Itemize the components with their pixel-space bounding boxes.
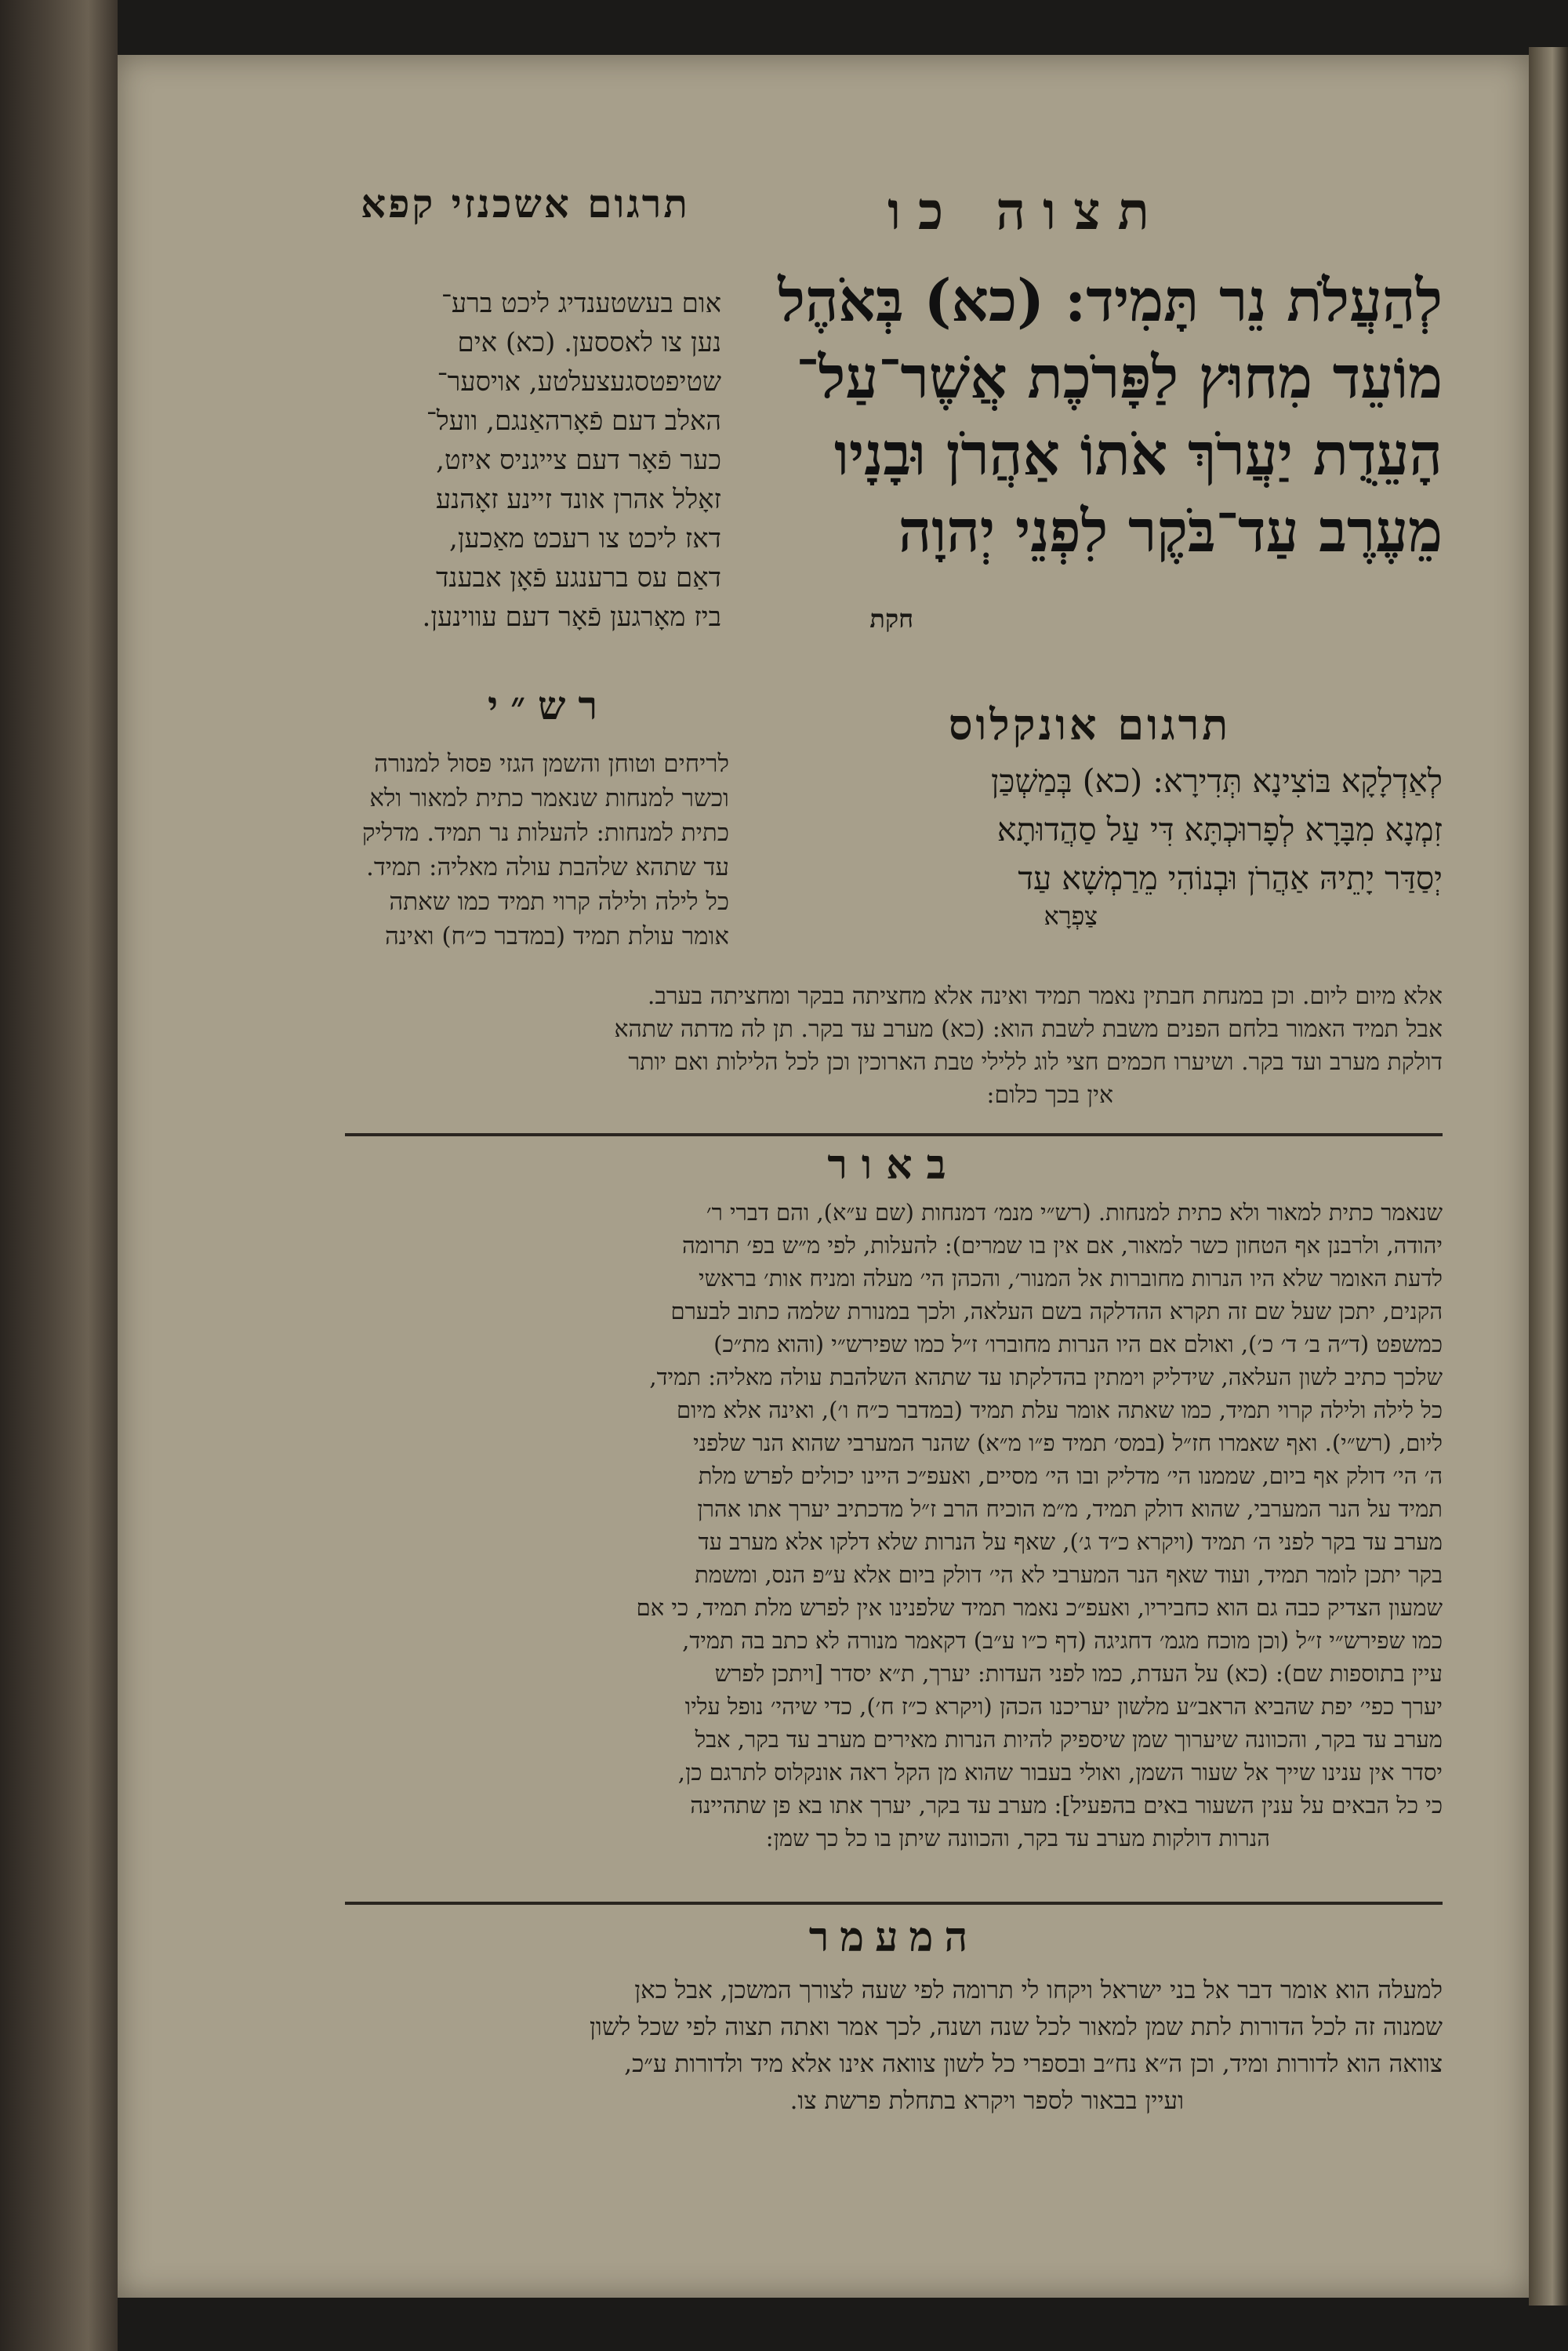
book-spine-edge	[0, 0, 118, 2351]
biur-line: שמעון הצדיק כבה גם הוא כחביריו, ואעפ״כ נאמר תמיד שלפנינו אין לפרש מלת תמיד, כי אם	[636, 1594, 1443, 1621]
book-page	[118, 55, 1529, 2298]
rashi-line: עד שתהא שלהבת עולה מאליה: תמיד.	[365, 853, 729, 881]
rashi-line: כל לילה ולילה קרוי תמיד כמו שאתה	[389, 888, 729, 916]
measef-line: למעלה הוא אומר דבר אל בני ישראל ויקחו לי תרומה לפי שעה לצורך המשכן, אבל כאן	[634, 1976, 1443, 2004]
rashi-line: כתית למנחות: להעלות נר תמיד. מדליק	[361, 819, 729, 847]
verse-marker: חקת	[869, 604, 913, 634]
next-page-edge	[1529, 47, 1568, 2306]
biur-line: עיין בתוספות שם): (כא) על העדת, כמו לפני העדות: יערך, ת״א יסדר [ויתכן לפרש	[714, 1660, 1443, 1687]
biur-line: תמיד על הנר המערבי, שהוא דולק תמיד, מ״מ הוכיח הרב ז״ל מדכתיב יערך אתו אהרן	[697, 1495, 1443, 1522]
rashi-column	[345, 747, 729, 954]
measef-header: המעמר	[808, 1913, 979, 1961]
biur-line: ליום, (רש״י). ואף שאמרו חז״ל (במס׳ תמיד פ״ו מ״א) שהנר המערבי שהוא הנר שלפני	[693, 1430, 1443, 1456]
rashi-continuation	[345, 980, 1443, 1112]
ashkenaz-column	[345, 284, 721, 637]
biur-header: באור	[827, 1141, 960, 1189]
onkelos-line: יְסַדַּר יָתֵיהּ אַהֲרֹן וּבְנוֹהִי מֵרַמְשָׁא עַד	[1018, 859, 1443, 897]
biur-line: כמשפט (ד״ה ב׳ ד׳ כ׳), ואולם אם היו הנרות מחוברו׳ ז״ל כמו שפירש״י (והוא מת״כ)	[713, 1331, 1443, 1357]
ashkenaz-line: האלב דעם פֿאָרהאַנגם, וועל־	[426, 405, 721, 437]
biur-line: הנרות דולקות מערב עד בקר, והכוונה שיתן בו כל כך שמן:	[765, 1825, 1270, 1851]
rashi-cont-line: אבל תמיד האמור בלחם הפנים משבת לשבת הוא: (כא) מערב עד בקר. תן לה מדתה שתהא	[614, 1016, 1443, 1043]
rashi-line: לריחים וטוחן והשמן הגזי פסול למנורה	[374, 750, 729, 778]
ashkenaz-line: נען צו לאססען. (כא) אים	[457, 327, 721, 358]
rashi-line: אומר עולת תמיד (במדבר כ״ח) ואינה	[384, 922, 729, 950]
biur-line: לדעת האומר שלא היו הנרות מחוברות אל המנור׳, והכהן הי׳ מעלה ומניח אות׳ בראשי	[699, 1265, 1443, 1292]
biur-line: שלכך כתיב לשון העלאה, שידליק וימתין בהדלקתו עד שתהא השלהבת עולה מאליה: תמיד,	[649, 1364, 1443, 1390]
biur-line: בקר יתכן לומר תמיד, ועוד שאף הנר המערבי לא הי׳ דולק ביום אלא ע״פ הנס, ומשמת	[695, 1561, 1443, 1588]
verse-line: מוֹעֵד מִחוּץ לַפָּרֹכֶת אֲשֶׁר־עַל־	[796, 344, 1443, 412]
biur-line: שנאמר כתית למאור ולא כתית למנחות. (רש״י מנמ׳ דמנחות (שם ע״א), והם דברי ר׳	[706, 1199, 1443, 1226]
rashi-cont-line: אין בכך כלום:	[986, 1081, 1113, 1109]
biur-line: יסדר אין ענינו שייך אל שעור השמן, ואולי בעבור שהוא מן הקל ראה אונקלוס לתרגם כן,	[677, 1759, 1443, 1786]
verse-line: לְהַעֲלֹת נֵר תָּמִיד: (כא) בְּאֹהֶל	[778, 267, 1443, 335]
verse-block	[768, 263, 1443, 570]
biur-line: כל לילה ולילה קרוי תמיד, כמו שאתה אומר עלת תמיד (במדבר כ״ח ו׳), ואינה אלא מיום	[676, 1397, 1443, 1423]
biur-line: כמו שפירש״י ז״ל (וכן מוכח מגמ׳ דחגיגה (דף כ״ו ע״ב) דקאמר מנורה לא כתב בה תמיד,	[682, 1627, 1443, 1654]
biur-line: מערב עד בקר לפני ה׳ תמיד (ויקרא כ״ד ג׳), שאף על הנרות שלא דלקו אלא מערב עד	[698, 1528, 1443, 1555]
measef-line: ועיין בבאור לספר ויקרא בתחלת פרשת צו.	[789, 2087, 1184, 2115]
onkelos-header: תרגום אונקלוס	[948, 699, 1232, 750]
divider-rule	[345, 1902, 1443, 1905]
rashi-cont-line: דולקת מערב ועד בקר. ושיערו חכמים חצי לוג ללילי טבת הארוכין וכן לכל הלילות ואם יותר	[628, 1048, 1443, 1076]
biur-commentary	[345, 1196, 1443, 1855]
ashkenaz-line: כער פֿאָר דעם צייגניס איזט,	[436, 445, 721, 476]
measef-line: צוואה הוא לדורות ומיד, וכן ה״א נח״ב ובספרי כל לשון צוואה אינו אלא מיד ולדורות ע״כ,	[624, 2050, 1443, 2078]
biur-line: יערך כפי׳ יפת שהביא הראב״ע מלשון יעריכנו הכהן (ויקרא כ״ז ח׳), כדי שיהי׳ נופל עליו	[684, 1693, 1443, 1720]
ashkenaz-line: דאז ליכט צו רעכט מאַכען,	[449, 523, 721, 554]
onkelos-line: זִמְנָא מִבָּרָא לְפָרוּכְתָּא דִּי עַל סַהֲדוּתָא	[996, 811, 1443, 848]
rashi-cont-line: אלא מיום ליום. וכן במנחת חבתין נאמר תמיד ואינה אלא מחציתה בבקר ומחציתה בערב.	[647, 983, 1443, 1010]
onkelos-column	[768, 757, 1443, 929]
biur-line: כי כל הבאים על ענין השעור באים בהפעיל]: מערב עד בקר, יערך אתו בא פן שתהיינה	[690, 1792, 1443, 1819]
ashkenaz-header: תרגום אשכנזי קפא	[361, 180, 690, 227]
biur-line: מערב עד בקר, והכוונה שיערוך שמן שיספיק להיות הנרות מאירים מערב עד בקר, אבל	[695, 1726, 1443, 1753]
ashkenaz-line: זאָלל אהרן אונד זיינע זאָהנע	[435, 484, 721, 515]
measef-commentary	[345, 1972, 1443, 2120]
ashkenaz-line: שטיפטסגעצעלטע, אויסער־	[437, 366, 721, 398]
biur-line: יהודה, ולרבנן אף הטחון כשר למאור, אם אין בו שמרים): להעלות, לפי מ״ש בפ׳ תרומה	[681, 1232, 1443, 1259]
onkelos-line: צַפְרָא	[1044, 901, 1098, 931]
verse-line: מֵעֶרֶב עַד־בֹּקֶר לִפְנֵי יְהוָה	[898, 498, 1443, 565]
main-header: תצוה כו	[887, 180, 1167, 242]
ashkenaz-line: דאַם עס ברענגע פֿאָן אבענד	[436, 562, 721, 594]
ashkenaz-line: ביז מאָרגען פֿאָר דעם עווינען.	[422, 601, 721, 633]
rashi-header: רש״י	[487, 682, 611, 729]
verse-line: הָעֵדֻת יַעֲרֹךְ אֹתוֹ אַהֲרֹן וּבָנָיו	[833, 421, 1443, 489]
rashi-line: וכשר למנחות שנאמר כתית למאור ולא	[369, 784, 729, 812]
divider-rule	[345, 1133, 1443, 1136]
measef-line: שמנוה זה לכל הדורות לתת שמן למאור לכל שנה ושנה, לכך אמר ואתה תצוה לפי שכל לשון	[589, 2013, 1443, 2041]
ashkenaz-line: אום בעשטענדיג ליכט ברע־	[441, 288, 721, 319]
biur-line: הקנים, יתכן שעל שם זה תקרא ההדלקה בשם העלאה, ולכך במנורת שלמה כתוב לבערם	[670, 1298, 1443, 1324]
biur-line: ה׳ הי׳ דולק אף ביום, שממנו הי׳ מדליק ובו הי׳ מסיים, ואעפ״כ היינו יכולים לפרש מלת	[698, 1463, 1443, 1489]
onkelos-line: לְאַדְלָקָא בּוֹצִינָא תְּדִירָא: (כא) בְּמַשְׁכַּן	[990, 762, 1443, 800]
